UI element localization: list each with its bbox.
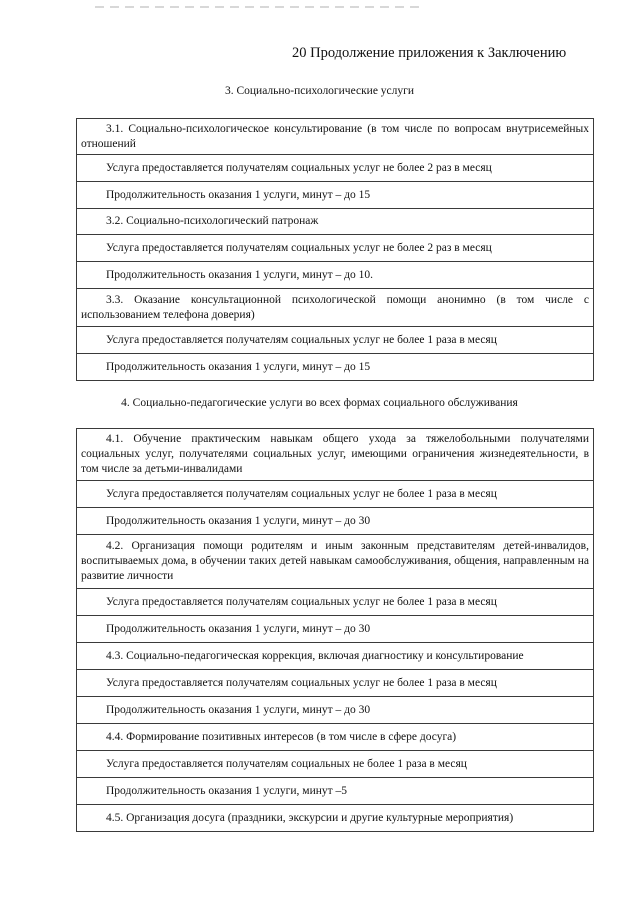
table-row [77,616,594,643]
services-table-3 [76,118,594,381]
duration-cell: Продолжительность оказания 1 услуги, минут – до 10. [77,262,594,289]
duration-cell: Продолжительность оказания 1 услуги, минут – до 30 [77,508,594,535]
table-row [77,119,594,155]
table-row [77,751,594,778]
services-table-4 [76,428,594,832]
duration-cell: Продолжительность оказания 1 услуги, минут – до 30 [77,616,594,643]
table-row [77,327,594,354]
table-row [77,354,594,381]
table-row [77,643,594,670]
duration-cell: Продолжительность оказания 1 услуги, минут – до 15 [77,354,594,381]
table-row [77,805,594,832]
table-row [77,535,594,589]
table-row [77,778,594,805]
section-title-3: 3. Социально-психологические услуги [224,85,415,97]
table-row [77,182,594,209]
table-row [77,429,594,481]
table-row [77,289,594,327]
table-row [77,697,594,724]
table-row [77,724,594,751]
duration-cell: Продолжительность оказания 1 услуги, минут – до 30 [77,697,594,724]
frequency-cell: Услуга предоставляется получателям социальных услуг не более 1 раза в месяц [77,327,594,354]
service-4-5-cell: 4.5. Организация досуга (праздники, экскурсии и другие культурные мероприятия) [77,805,594,832]
service-3-1-cell: 3.1. Социально-психологическое консультирование (в том числе по вопросам внутрисемейных отношений [77,119,594,155]
table-row [77,235,594,262]
service-4-3-cell: 4.3. Социально-педагогическая коррекция, включая диагностику и консультирование [77,643,594,670]
table-row [77,209,594,235]
frequency-cell: Услуга предоставляется получателям социальных не более 1 раза в месяц [77,751,594,778]
service-3-2-cell: 3.2. Социально-психологический патронаж [77,209,594,235]
page-header: 20 Продолжение приложения к Заключению [292,45,567,61]
service-4-1-cell: 4.1. Обучение практическим навыкам общего ухода за тяжелобольными получателями социальных услуг, получателями социальных услуг, имеющими ограничения жизнедеятельности, в том числе за детьми-инвалидами [77,429,594,481]
scan-artifact [95,6,425,8]
service-3-3-cell: 3.3. Оказание консультационной психологической помощи анонимно (в том числе с использованием телефона доверия) [77,289,594,327]
duration-cell: Продолжительность оказания 1 услуги, минут – до 15 [77,182,594,209]
duration-cell: Продолжительность оказания 1 услуги, минут –5 [77,778,594,805]
frequency-cell: Услуга предоставляется получателям социальных услуг не более 2 раз в месяц [77,235,594,262]
frequency-cell: Услуга предоставляется получателям социальных услуг не более 1 раза в месяц [77,670,594,697]
frequency-cell: Услуга предоставляется получателям социальных услуг не более 2 раз в месяц [77,155,594,182]
section-title-4: 4. Социально-педагогические услуги во всех формах социального обслуживания [121,397,518,409]
service-4-2-cell: 4.2. Организация помощи родителям и иным законным представителям детей-инвалидов, воспитываемых дома, в обучении таких детей навыкам самообслуживания, общения, направленным на развитие личности [77,535,594,589]
table-row [77,481,594,508]
service-4-4-cell: 4.4. Формирование позитивных интересов (в том числе в сфере досуга) [77,724,594,751]
frequency-cell: Услуга предоставляется получателям социальных услуг не более 1 раза в месяц [77,481,594,508]
table-row [77,262,594,289]
table-row [77,670,594,697]
table-row [77,155,594,182]
frequency-cell: Услуга предоставляется получателям социальных услуг не более 1 раза в месяц [77,589,594,616]
table-row [77,589,594,616]
table-row [77,508,594,535]
